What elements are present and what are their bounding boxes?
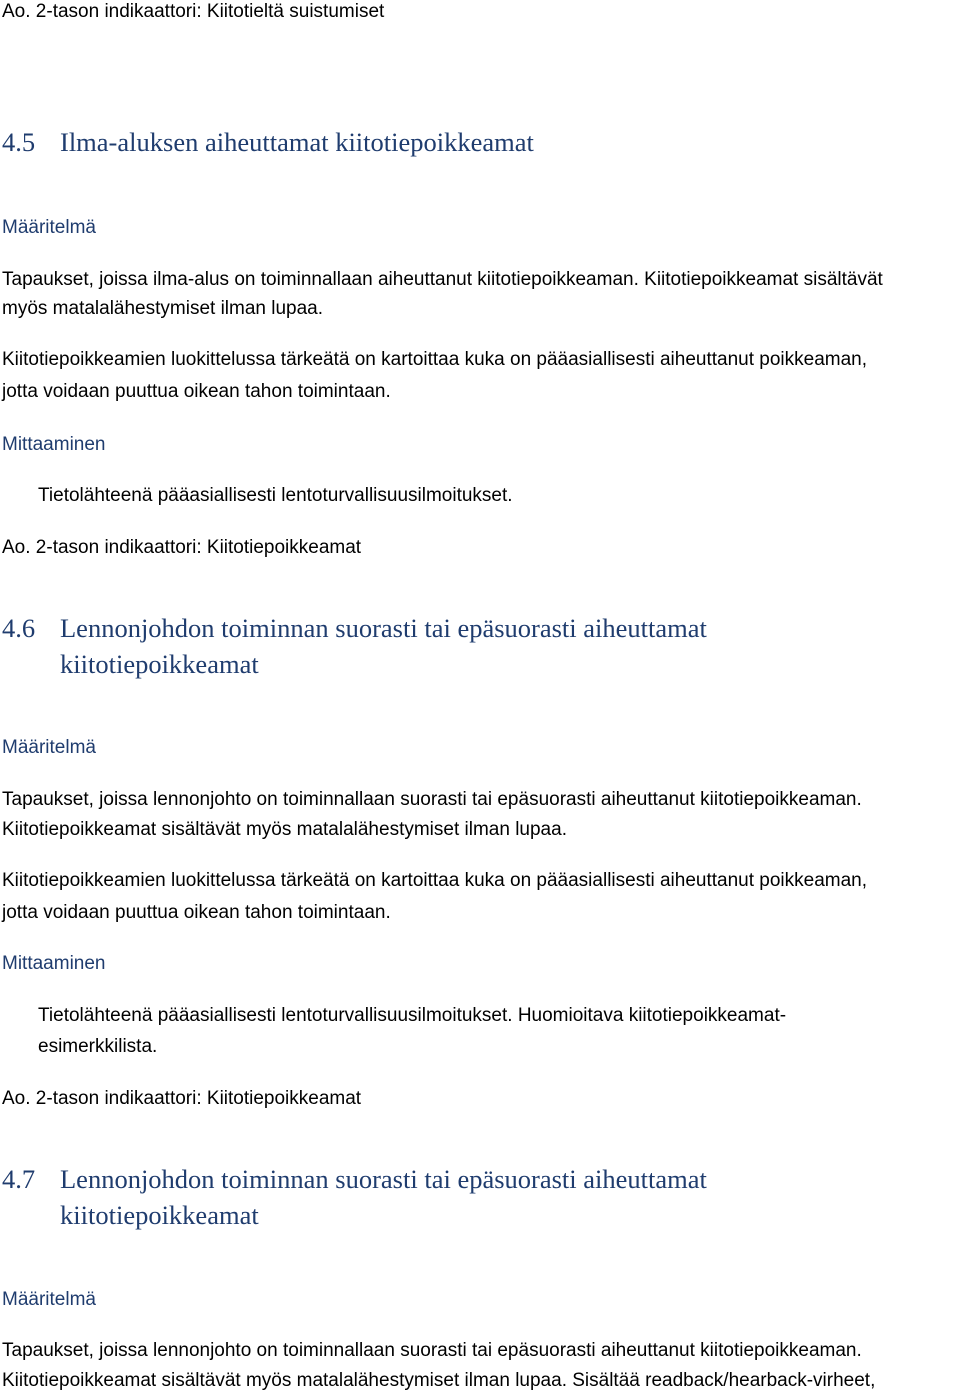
definition-text-line: Tapaukset, joissa lennonjohto on toiminnallaan suorasti tai epäsuorasti aiheuttanut kiitotiepoikkeaman. bbox=[2, 789, 862, 810]
definition-text-line: Kiitotiepoikkeamat sisältävät myös matalalähestymiset ilman lupaa. bbox=[2, 819, 567, 840]
indicator-note: Ao. 2-tason indikaattori: Kiitotiepoikkeamat bbox=[2, 537, 362, 558]
section-title-continued: kiitotiepoikkeamat bbox=[60, 649, 259, 679]
section-title: Lennonjohdon toiminnan suorasti tai epäsuorasti aiheuttamat bbox=[60, 613, 707, 643]
section-heading-4-7 bbox=[2, 1161, 707, 1197]
definition-text-line: Tapaukset, joissa lennonjohto on toiminnallaan suorasti tai epäsuorasti aiheuttanut kiitotiepoikkeaman. bbox=[2, 1340, 862, 1361]
measurement-text-line: esimerkkilista. bbox=[38, 1036, 158, 1057]
definition-text-line: myös matalalähestymiset ilman lupaa. bbox=[2, 298, 324, 319]
measurement-label: Mittaaminen bbox=[2, 953, 106, 974]
section-heading-4-7-continued bbox=[2, 1197, 259, 1233]
section-number: 4.7 bbox=[2, 1164, 36, 1194]
measurement-text-line: Tietolähteenä pääasiallisesti lentoturvallisuusilmoitukset. Huomioitava kiitotiepoikkeamat- bbox=[38, 1005, 787, 1026]
definition-label: Määritelmä bbox=[2, 1289, 96, 1310]
definition-text-line: Tapaukset, joissa ilma-alus on toiminnallaan aiheuttanut kiitotiepoikkeaman. Kiitotiepoikkeamat sisältävät bbox=[2, 269, 883, 290]
classification-text-line: jotta voidaan puuttua oikean tahon toimintaan. bbox=[2, 902, 391, 923]
section-number: 4.6 bbox=[2, 613, 36, 643]
section-title: Lennonjohdon toiminnan suorasti tai epäsuorasti aiheuttamat bbox=[60, 1164, 707, 1194]
definition-label: Määritelmä bbox=[2, 217, 96, 238]
indicator-note: Ao. 2-tason indikaattori: Kiitotiepoikkeamat bbox=[2, 1088, 362, 1109]
section-title-continued: kiitotiepoikkeamat bbox=[60, 1200, 259, 1230]
measurement-label: Mittaaminen bbox=[2, 434, 106, 455]
indicator-note-top: Ao. 2-tason indikaattori: Kiitotieltä suistumiset bbox=[2, 1, 385, 22]
classification-text-line: jotta voidaan puuttua oikean tahon toimintaan. bbox=[2, 381, 391, 402]
measurement-text-line: Tietolähteenä pääasiallisesti lentoturvallisuusilmoitukset. bbox=[38, 485, 513, 506]
section-title: Ilma-aluksen aiheuttamat kiitotiepoikkeamat bbox=[60, 127, 534, 157]
section-heading-4-6 bbox=[2, 610, 707, 646]
section-heading-4-5 bbox=[2, 124, 534, 160]
section-heading-4-6-continued bbox=[2, 646, 259, 682]
definition-text-line: Kiitotiepoikkeamat sisältävät myös matalalähestymiset ilman lupaa. Sisältää readback/hearback-virheet, bbox=[2, 1370, 876, 1391]
definition-label: Määritelmä bbox=[2, 737, 96, 758]
section-number: 4.5 bbox=[2, 127, 36, 157]
classification-text-line: Kiitotiepoikkeamien luokittelussa tärkeätä on kartoittaa kuka on pääasiallisesti aiheuttanut poikkeaman, bbox=[2, 349, 868, 370]
classification-text-line: Kiitotiepoikkeamien luokittelussa tärkeätä on kartoittaa kuka on pääasiallisesti aiheuttanut poikkeaman, bbox=[2, 870, 868, 891]
